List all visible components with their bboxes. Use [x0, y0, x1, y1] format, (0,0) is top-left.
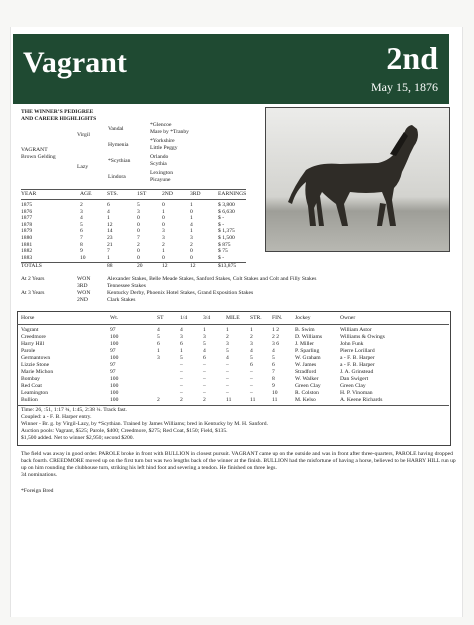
- career-cell: 1875: [21, 202, 33, 208]
- results-cell: 2: [157, 397, 160, 403]
- results-cell: 6: [250, 362, 253, 368]
- results-header: Horse: [21, 315, 35, 321]
- career-cell: $ 75: [218, 248, 228, 255]
- career-cell: 7: [80, 235, 83, 241]
- results-cell: –: [226, 383, 229, 389]
- results-cell: a - F. B. Harper: [340, 362, 375, 368]
- career-cell: 1878: [21, 221, 33, 228]
- results-cell: M. Kelso: [295, 397, 316, 403]
- career-cell: $ 1,500: [218, 235, 235, 241]
- results-cell: 4: [157, 327, 160, 333]
- results-cell: Pierre Lorillard: [340, 348, 375, 354]
- stakes-races: Kentucky Derby, Phoenix Hotel Stakes, Grand Exposition Stakes: [107, 290, 254, 296]
- career-total-cell: 12: [162, 263, 168, 269]
- results-cell: –: [203, 362, 206, 368]
- pedigree-title-1: THE WINNER’S PEDIGREE: [21, 109, 94, 115]
- horse-name: Vagrant: [23, 46, 127, 79]
- career-cell: 1881: [21, 241, 33, 248]
- pedigree-sire-sire: Vandal: [108, 126, 124, 132]
- results-cell: 1 2: [272, 327, 279, 333]
- career-cell: 6: [80, 228, 83, 235]
- results-cell: Harry Hill: [21, 341, 45, 347]
- results-cell: Parole: [21, 348, 36, 354]
- career-cell: 1: [190, 215, 193, 222]
- results-cell: 100: [110, 376, 119, 382]
- results-cell: 5: [226, 348, 229, 354]
- career-cell: 1880: [21, 235, 33, 241]
- career-cell: 0: [137, 228, 140, 235]
- pedigree-ancestor: Mare by *Tranby: [150, 129, 189, 135]
- results-cell: –: [180, 369, 183, 375]
- results-cell: 3: [226, 341, 229, 347]
- divider: [21, 262, 246, 263]
- results-cell: R. Colston: [295, 390, 319, 396]
- career-cell: 2: [137, 241, 140, 248]
- results-cell: Dan Swigert: [340, 376, 369, 382]
- results-cell: A. Keene Richards: [340, 397, 383, 403]
- results-cell: 6: [157, 341, 160, 347]
- results-cell: Vagrant: [21, 327, 39, 333]
- career-cell: $ 6,630: [218, 208, 235, 215]
- career-cell: 0: [162, 215, 165, 222]
- stakes-age: At 2 Years: [21, 276, 45, 282]
- results-cell: Leamington: [21, 390, 49, 396]
- results-cell: 6: [203, 355, 206, 361]
- stakes-place: 2ND: [77, 297, 88, 303]
- results-cell: 5: [180, 355, 183, 361]
- results-cell: Bombay: [21, 376, 40, 382]
- results-cell: –: [226, 362, 229, 368]
- results-cell: 1: [180, 348, 183, 354]
- results-cell: Bullion: [21, 397, 38, 403]
- results-cell: –: [180, 376, 183, 382]
- career-cell: 7: [107, 248, 110, 255]
- results-cell: 11: [272, 397, 278, 403]
- results-cell: –: [180, 383, 183, 389]
- results-cell: 11: [250, 397, 256, 403]
- divider: [17, 324, 449, 325]
- results-header: FIN.: [272, 315, 283, 321]
- results-cell: 97: [110, 348, 116, 354]
- pedigree-sire-dam: Hymenia: [108, 142, 129, 148]
- results-cell: John Funk: [340, 341, 364, 347]
- results-cell: –: [203, 376, 206, 382]
- results-cell: 5: [250, 355, 253, 361]
- stakes-place: WON: [77, 290, 91, 296]
- results-cell: P. Sparling: [295, 348, 320, 354]
- pedigree-ancestor: *Glencoe: [150, 122, 172, 128]
- finish-place: 2nd: [386, 40, 438, 76]
- career-cell: 0: [162, 221, 165, 228]
- career-cell: 2: [162, 241, 165, 248]
- results-header: Jockey: [295, 315, 311, 321]
- career-cell: 7: [137, 235, 140, 241]
- career-cell: 1: [107, 254, 110, 261]
- divider: [21, 199, 246, 200]
- title-banner: [13, 34, 449, 104]
- results-cell: 97: [110, 362, 116, 368]
- career-cell: 2: [190, 241, 193, 248]
- stakes-place: WON: [77, 276, 91, 282]
- career-cell: 1882: [21, 248, 33, 255]
- results-cell: 7: [272, 369, 275, 375]
- results-cell: 100: [110, 355, 119, 361]
- results-cell: 1: [250, 327, 253, 333]
- results-cell: –: [180, 362, 183, 368]
- career-cell: 12: [107, 221, 113, 228]
- narrative-line: The field was away in good order. PAROLE broke in front with BULLION in closest pursuit. VAGRANT came up on the outside and was in front after three-quarters, PAROLE having dropped: [21, 451, 453, 457]
- results-cell: 5: [203, 341, 206, 347]
- results-cell: 97: [110, 327, 116, 333]
- career-cell: 5: [80, 221, 83, 228]
- race-date: May 15, 1876: [371, 80, 438, 94]
- results-cell: 6: [180, 341, 183, 347]
- career-cell: 0: [190, 254, 193, 261]
- career-header: EARNINGS: [218, 191, 247, 197]
- pedigree-dam-dam: Lindora: [108, 174, 126, 180]
- results-cell: W. James: [295, 362, 317, 368]
- results-cell: 100: [110, 341, 119, 347]
- results-header: STR.: [250, 315, 262, 321]
- results-cell: –: [180, 390, 183, 396]
- results-cell: W. Graham: [295, 355, 321, 361]
- race-note: Coupled: a - F. B. Harper entry.: [21, 414, 92, 420]
- career-cell: 0: [137, 215, 140, 222]
- results-cell: Williams & Owings: [340, 334, 385, 340]
- career-cell: 0: [137, 254, 140, 261]
- results-cell: 100: [110, 334, 119, 340]
- results-header: Wt.: [110, 315, 119, 321]
- career-cell: 5: [137, 202, 140, 208]
- results-cell: Green Clay: [340, 383, 366, 389]
- results-cell: 11: [226, 397, 232, 403]
- career-cell: 1: [190, 202, 193, 208]
- pedigree-dam-sire: *Scythian: [108, 158, 131, 164]
- career-cell: 4: [80, 215, 83, 222]
- pedigree-ancestor: Scythia: [150, 161, 167, 167]
- pedigree-ancestor: Orlando: [150, 154, 169, 160]
- career-cell: 0: [190, 208, 193, 215]
- pedigree-title-2: AND CAREER HIGHLIGHTS: [21, 116, 97, 122]
- results-header: ST: [157, 315, 164, 321]
- results-cell: 1: [203, 327, 206, 333]
- results-cell: –: [226, 369, 229, 375]
- results-cell: 4: [203, 348, 206, 354]
- results-cell: –: [203, 390, 206, 396]
- race-note: $1,500 added. Net to winner $2,950; second $200.: [21, 435, 134, 441]
- career-cell: 3: [137, 208, 140, 215]
- career-cell: 8: [80, 241, 83, 248]
- race-note: Time: 26, :51, 1:17 ¾, 1:45, 2:38 ¼. Track fast.: [21, 407, 127, 413]
- career-cell: 4: [190, 221, 193, 228]
- results-cell: 4: [180, 327, 183, 333]
- career-cell: 1883: [21, 254, 33, 261]
- results-cell: –: [250, 390, 253, 396]
- results-cell: W. Walker: [295, 376, 319, 382]
- career-cell: 1: [107, 215, 110, 222]
- results-cell: 4: [272, 348, 275, 354]
- career-cell: 1: [162, 248, 165, 255]
- results-cell: 4: [250, 348, 253, 354]
- results-cell: 2: [250, 334, 253, 340]
- results-cell: 3: [180, 334, 183, 340]
- results-cell: Green Clay: [295, 383, 321, 389]
- results-cell: a - F. B. Harper: [340, 355, 375, 361]
- results-cell: 100: [110, 383, 119, 389]
- career-cell: 3: [80, 208, 83, 215]
- career-total-cell: TOTALS: [21, 263, 42, 269]
- results-cell: H. P. Vinoman: [340, 390, 373, 396]
- career-cell: 10: [80, 254, 86, 261]
- results-cell: –: [203, 383, 206, 389]
- race-note: Auction pools: Vagrant, $525; Parole, $400; Creedmore, $275; Red Coat, $150; Field, $135.: [21, 428, 228, 434]
- results-cell: Germantown: [21, 355, 51, 361]
- results-cell: B. Swim: [295, 327, 315, 333]
- career-cell: 21: [107, 241, 113, 248]
- career-cell: 1879: [21, 228, 33, 235]
- career-cell: $ -: [218, 215, 225, 222]
- results-cell: 10: [272, 390, 278, 396]
- pedigree-horse: VAGRANT: [21, 147, 48, 153]
- horse-illustration: [265, 107, 450, 252]
- career-cell: 0: [162, 254, 165, 261]
- results-cell: 8: [272, 376, 275, 382]
- results-cell: Marie Michon: [21, 369, 54, 375]
- results-cell: D. Williams: [295, 334, 323, 340]
- career-cell: 0: [137, 248, 140, 255]
- career-cell: $ -: [218, 221, 225, 228]
- results-header: 1/4: [180, 315, 188, 321]
- career-cell: 6: [107, 202, 110, 208]
- results-cell: 3: [250, 341, 253, 347]
- career-cell: 2: [80, 202, 83, 208]
- results-cell: –: [226, 390, 229, 396]
- career-cell: 3: [162, 228, 165, 235]
- results-cell: 2 2: [272, 334, 279, 340]
- pedigree-sire: Virgil: [77, 132, 90, 138]
- career-header: 2ND: [162, 191, 173, 197]
- career-cell: 1: [190, 228, 193, 235]
- narrative-line: back fourth. CREEDMORE moved up on the first turn but was two lengths back of the winner at the finish. BULLION had the misfortune of having a horse, believed to be HARRY HILL run up: [21, 458, 456, 464]
- stakes-races: Clark Stakes: [107, 297, 136, 303]
- career-cell: 14: [107, 228, 113, 235]
- pedigree-ancestor: Picayune: [150, 177, 171, 183]
- results-cell: 1: [226, 327, 229, 333]
- results-cell: –: [203, 369, 206, 375]
- results-cell: 1: [157, 348, 160, 354]
- pedigree-ancestor: *Yorkshire: [150, 138, 175, 144]
- career-cell: 1: [162, 208, 165, 215]
- results-cell: J. Miller: [295, 341, 314, 347]
- career-cell: 1876: [21, 208, 33, 215]
- results-cell: J. A. Grinstead: [340, 369, 374, 375]
- results-cell: 3 6: [272, 341, 279, 347]
- results-cell: 2: [203, 397, 206, 403]
- results-header: Owner: [340, 315, 356, 321]
- career-cell: 3: [162, 235, 165, 241]
- career-cell: 0: [137, 221, 140, 228]
- career-cell: $ 3,800: [218, 202, 235, 208]
- results-cell: –: [226, 376, 229, 382]
- career-total-cell: $13,875: [218, 263, 237, 269]
- stakes-races: Tennessee Stakes: [107, 283, 146, 289]
- results-cell: Lizzie Stone: [21, 362, 50, 368]
- career-total-cell: 12: [190, 263, 196, 269]
- pedigree-ancestor: Little Peggy: [150, 145, 178, 151]
- results-header: MILE: [226, 315, 240, 321]
- footnote: *Foreign Bred: [21, 488, 54, 494]
- career-cell: 0: [190, 248, 193, 255]
- career-total-cell: 88: [107, 263, 113, 269]
- career-cell: 3: [190, 235, 193, 241]
- career-cell: 4: [107, 208, 110, 215]
- results-cell: –: [250, 383, 253, 389]
- divider: [21, 189, 246, 190]
- career-cell: 9: [80, 248, 83, 255]
- career-cell: $ -: [218, 254, 225, 261]
- results-cell: 2: [180, 397, 183, 403]
- narrative-line: 34 nominations.: [21, 472, 58, 478]
- narrative-line: up on him rounding the clubhouse turn, striking his left hind foot and severing a tendon. He finished on three legs.: [21, 465, 277, 471]
- results-cell: 5: [157, 334, 160, 340]
- career-header: 1ST: [137, 191, 147, 197]
- results-cell: 97: [110, 369, 116, 375]
- stakes-age: At 3 Years: [21, 290, 45, 296]
- results-cell: 2: [226, 334, 229, 340]
- career-total-cell: 20: [137, 263, 143, 269]
- results-cell: 6: [272, 362, 275, 368]
- career-cell: 0: [162, 202, 165, 208]
- career-header: YEAR: [21, 191, 37, 197]
- career-cell: $ 875: [218, 241, 231, 248]
- pedigree-dam: Lazy: [77, 164, 89, 170]
- results-cell: 4: [226, 355, 229, 361]
- results-cell: William Astor: [340, 327, 372, 333]
- pedigree-description: Brown Gelding: [21, 154, 56, 160]
- results-cell: –: [250, 369, 253, 375]
- stakes-place: 3RD: [77, 283, 88, 289]
- career-cell: 1877: [21, 215, 33, 222]
- results-header: 3/4: [203, 315, 211, 321]
- career-cell: $ 1,375: [218, 228, 235, 235]
- results-cell: 3: [203, 334, 206, 340]
- results-cell: 5: [272, 355, 275, 361]
- horse-drawing: [266, 108, 449, 251]
- results-cell: Creedmore: [21, 334, 46, 340]
- career-cell: 23: [107, 235, 113, 241]
- results-cell: 3: [157, 355, 160, 361]
- results-cell: 100: [110, 390, 119, 396]
- results-cell: Stradford: [295, 369, 317, 375]
- results-cell: 9: [272, 383, 275, 389]
- career-header: AGE: [80, 191, 92, 197]
- results-cell: 100: [110, 397, 119, 403]
- career-header: STS.: [107, 191, 119, 197]
- stakes-races: Alexander Stakes, Belle Meade Stakes, Sanford Stakes, Colt Stakes and Colt and Filly Stakes: [107, 276, 317, 282]
- results-cell: –: [250, 376, 253, 382]
- career-header: 3RD: [190, 191, 201, 197]
- results-cell: Red Coat: [21, 383, 42, 389]
- pedigree-ancestor: Lexington: [150, 170, 173, 176]
- race-note: Winner - Br. g. by Virgil-Lazy, by *Scythian. Trained by James Williams; bred in Kentucky by M. H. Sanford.: [21, 421, 268, 427]
- divider: [17, 405, 449, 406]
